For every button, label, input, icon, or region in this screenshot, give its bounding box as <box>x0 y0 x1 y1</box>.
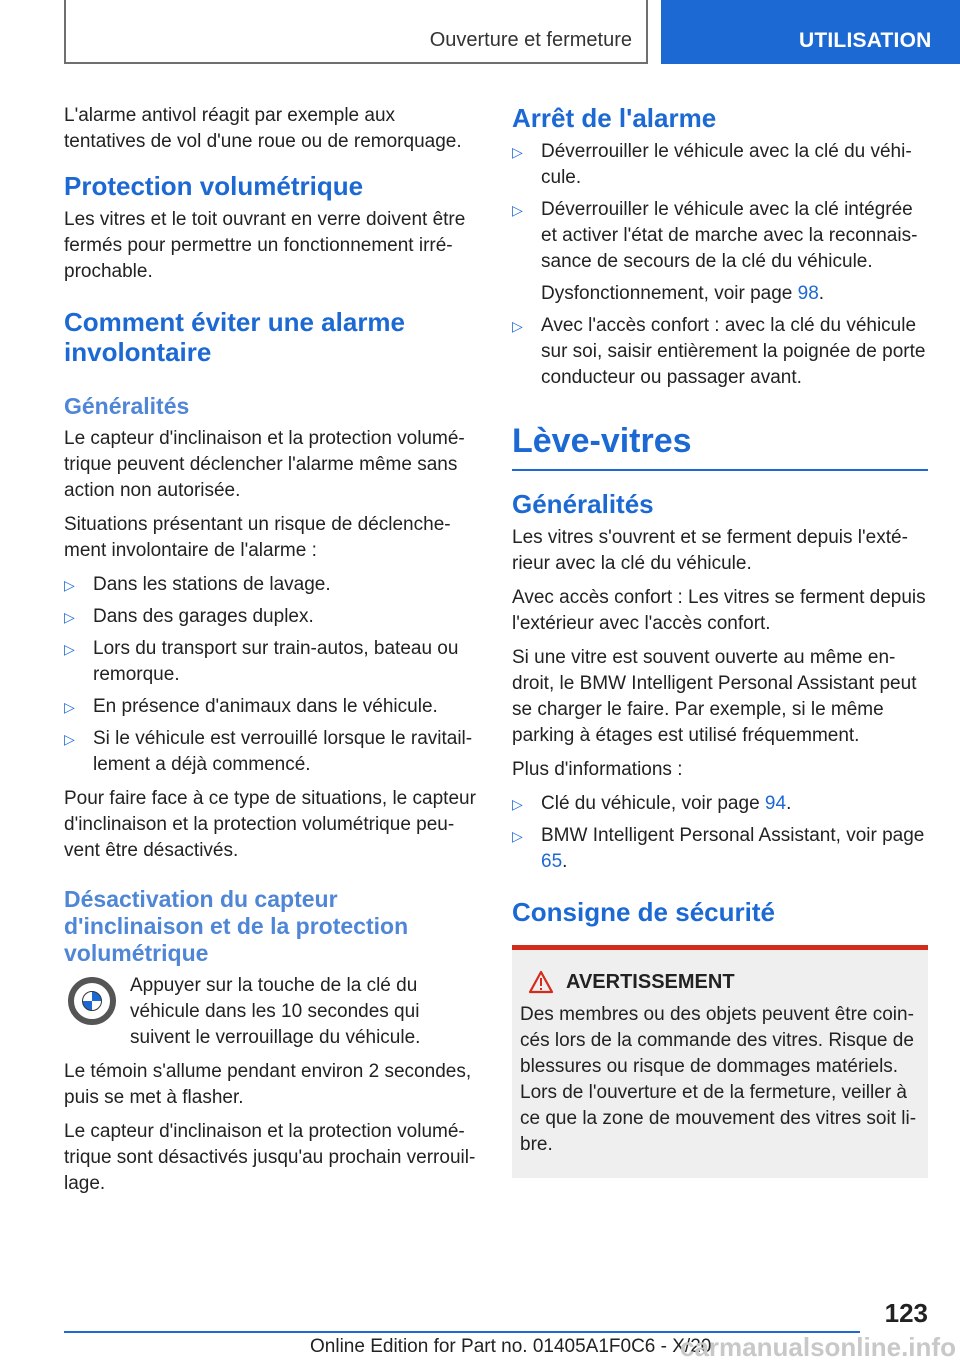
list-item: ▷ Lors du transport sur train-autos, bateau ou remorque. <box>64 638 459 685</box>
triangle-bullet-icon: ▷ <box>64 699 75 715</box>
page-link-98[interactable]: 98 <box>797 283 819 304</box>
heading-eviter-alarme: Comment éviter une alarme involontaire <box>64 307 406 367</box>
generalites-paragraph-2: Situations présentant un risque de déclenchement involontaire de l'alarme : <box>64 514 451 561</box>
list-item: ▷ Déverrouiller le véhicule avec la clé intégrée et activer l'état de marche avec la reconnaissance de secours de la clé du véhicule. Dysfonctionnement, voir page 98. <box>512 197 928 307</box>
info-list <box>512 791 928 875</box>
list-item: ▷ Si le véhicule est verrouillé lorsque le ravitaillement a déjà commencé. <box>64 728 473 775</box>
heading-consigne-securite: Consigne de sécurité <box>512 897 775 927</box>
dysfonctionnement-reference: Dysfonctionnement, voir page 98. <box>541 283 825 304</box>
arret-list <box>512 139 928 391</box>
bmw-key-button-icon <box>68 977 116 1025</box>
leve-paragraph-2: Avec accès confort : Les vitres se ferment depuis l'extérieur avec l'accès confort. <box>512 587 926 634</box>
heading-arret-alarme: Arrêt de l'alarme <box>512 103 717 133</box>
heading-protection: Protection volumétrique <box>64 171 364 201</box>
list-item: ▷ En présence d'animaux dans le véhicule. <box>64 694 480 720</box>
temoin-paragraph: Le témoin s'allume pendant environ 2 secondes, puis se met à flasher. <box>64 1061 472 1108</box>
triangle-bullet-icon: ▷ <box>512 796 523 812</box>
list-item: ▷ Dans des garages duplex. <box>64 604 480 630</box>
situations-list <box>64 572 480 778</box>
intro-paragraph: L'alarme antivol réagit par exemple aux tentatives de vol d'une roue ou de remorquage. <box>64 105 462 152</box>
page-link-94[interactable]: 94 <box>764 793 787 814</box>
generalites-paragraph-1: Le capteur d'inclinaison et la protection volumétrique peuvent déclencher l'alarme même sans action non autorisée. <box>64 428 465 501</box>
leve-paragraph-1: Les vitres s'ouvrent et se ferment depuis l'extérieur avec la clé du véhicule. <box>512 527 908 574</box>
list-item: ▷ Avec l'accès confort : avec la clé du véhicule sur soi, saisir entièrement la poignée de porte conducteur ou passager avant. <box>512 315 926 388</box>
warning-text: Des membres ou des objets peuvent être coincés lors de la commande des vitres. Risque de blessures ou risque de dommages matériels. Lors de l'ouverture et de la fermeture, veiller à ce que la zone de mouvement des vitres soit libre. <box>520 1004 917 1155</box>
warning-box <box>512 945 928 1178</box>
face-paragraph: Pour faire face à ce type de situations, le capteur d'inclinaison et la protection volumétrique peuvent être désactivés. <box>64 788 476 861</box>
warning-title: AVERTISSEMENT <box>520 970 920 994</box>
left-column <box>64 103 480 1205</box>
triangle-bullet-icon: ▷ <box>64 609 75 625</box>
desactives-paragraph: Le capteur d'inclinaison et la protection volumétrique sont désactivés jusqu'au prochain verrouillage. <box>64 1121 476 1194</box>
page-link-65[interactable]: 65 <box>541 851 563 872</box>
heading-generalites-right: Généralités <box>512 489 654 519</box>
protection-paragraph: Les vitres et le toit ouvrant en verre doivent être fermés pour permettre un fonctionnement irréprochable. <box>64 209 466 282</box>
warning-triangle-icon <box>528 970 554 994</box>
page-number: 123 <box>884 1298 928 1328</box>
heading-desactivation: Désactivation du capteur d'inclinaison et de la protection volumétrique <box>64 886 409 966</box>
triangle-bullet-icon: ▷ <box>512 202 523 218</box>
triangle-bullet-icon: ▷ <box>512 318 523 334</box>
header-section-box <box>64 0 648 64</box>
watermark: carmanualsonline.info <box>680 1332 956 1362</box>
list-item: ▷ Dans les stations de lavage. <box>64 572 480 598</box>
triangle-bullet-icon: ▷ <box>64 641 75 657</box>
triangle-bullet-icon: ▷ <box>64 577 75 593</box>
triangle-bullet-icon: ▷ <box>512 828 523 844</box>
list-item: ▷ Déverrouiller le véhicule avec la clé du véhicule. <box>512 141 912 188</box>
list-item: ▷ Clé du véhicule, voir page 94. <box>512 791 928 817</box>
appuyer-paragraph: Appuyer sur la touche de la clé du véhicule dans les 10 secondes qui suivent le verrouillage du véhicule. <box>64 973 480 1051</box>
header-chapter-tab: UTILISATION <box>661 0 960 64</box>
triangle-bullet-icon: ▷ <box>64 731 75 747</box>
header-section-title: Ouverture et fermeture <box>429 29 632 51</box>
list-item: ▷ BMW Intelligent Personal Assistant, voir page 65. <box>512 825 925 872</box>
leve-paragraph-3: Si une vitre est souvent ouverte au même endroit, le BMW Intelligent Personal Assistant peut se charger le faire. Par exemple, si le même parking à étages est utilisé fréquemment. <box>512 647 917 746</box>
leve-paragraph-4: Plus d'informations : <box>512 759 683 780</box>
right-column <box>512 103 928 1178</box>
triangle-bullet-icon: ▷ <box>512 144 523 160</box>
heading-leve-vitres: Lève-vitres <box>512 421 928 471</box>
heading-generalites-left: Généralités <box>64 393 190 419</box>
footer-edition: Online Edition for Part no. 01405A1F0C6 - X/20 <box>310 1336 712 1357</box>
